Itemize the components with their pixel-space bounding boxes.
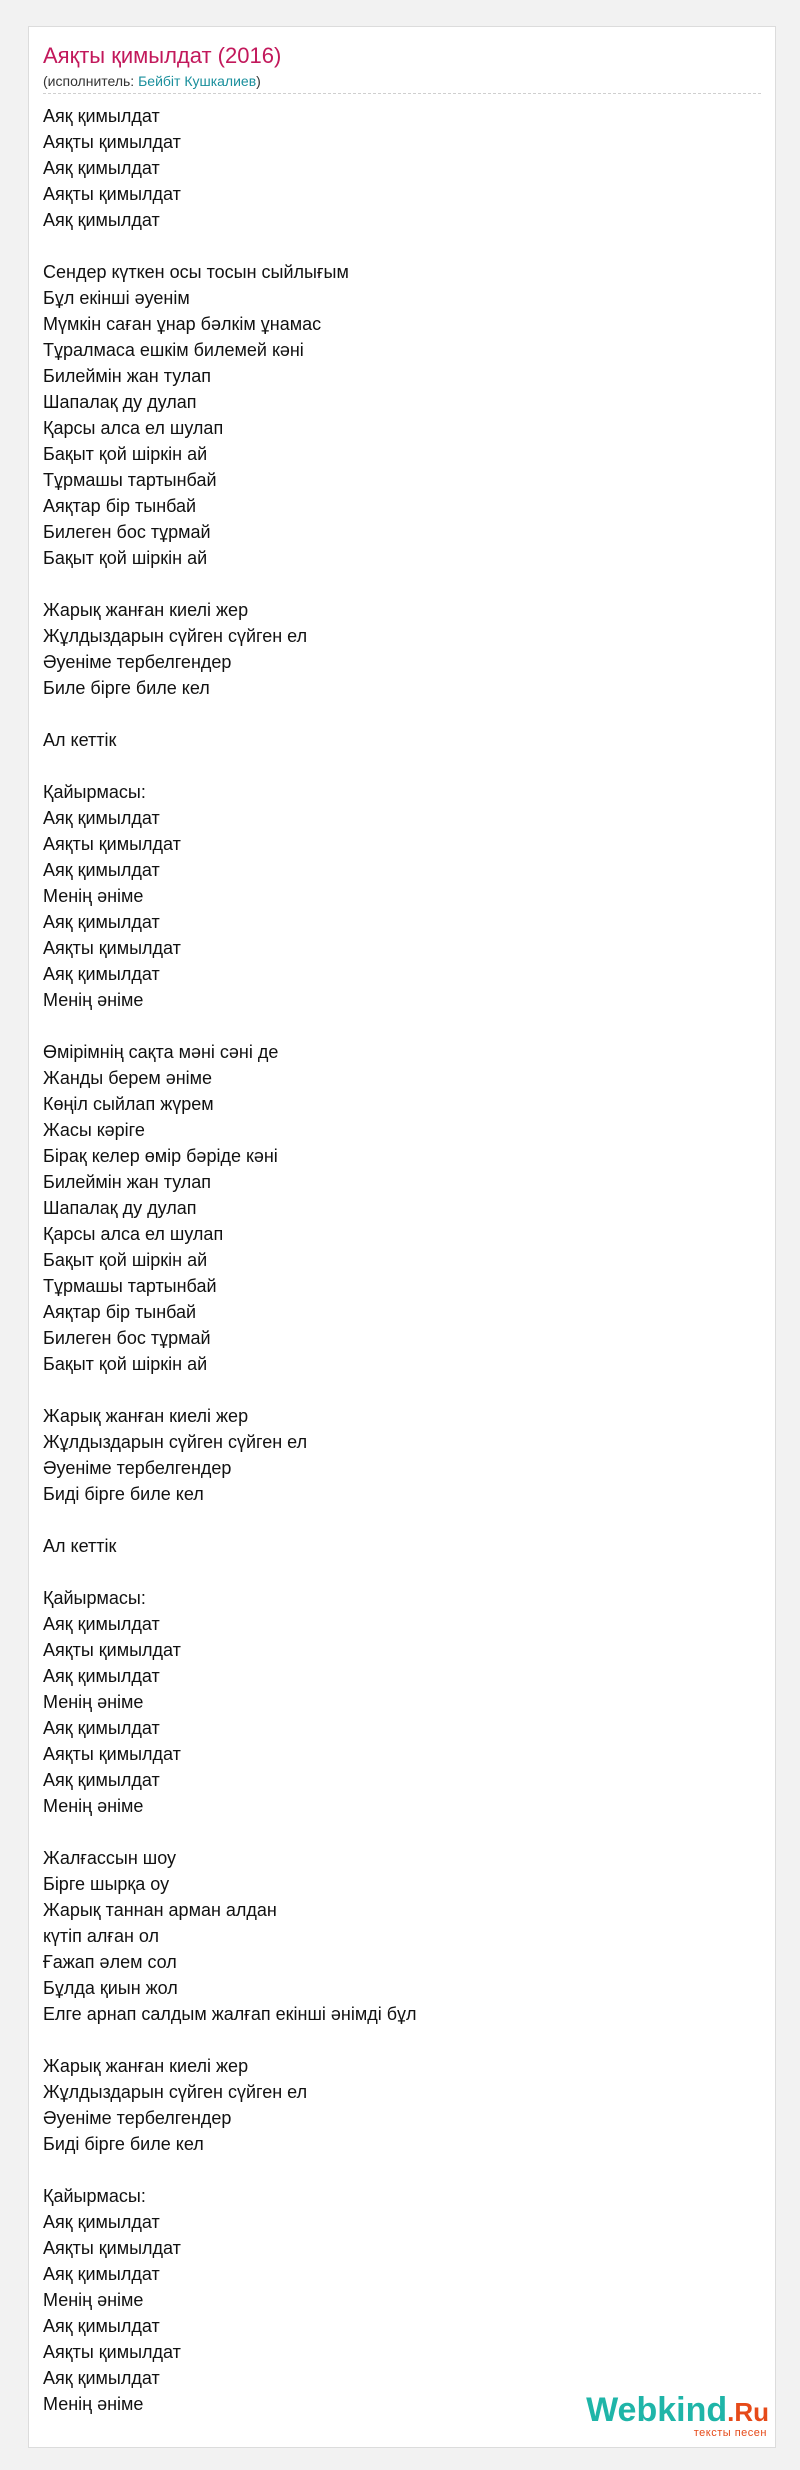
lyric-line: Әуеніме тербелгендер [43, 1458, 232, 1478]
lyric-line: Жасы кәріге [43, 1120, 145, 1140]
lyric-line: Шапалақ ду дулап [43, 392, 197, 412]
lyric-line: Билеймін жан тулап [43, 366, 212, 386]
lyric-line: Биле бірге биле кел [43, 678, 210, 698]
lyric-line: Көңіл сыйлап жүрем [43, 1094, 214, 1114]
stanza-break [43, 233, 743, 259]
lyric-line: Жарық жанған киелі жер [43, 2056, 249, 2076]
stanza-break [43, 701, 743, 727]
lyric-line: Аяқ қимылдат [43, 1770, 160, 1790]
lyric-line: Билеймін жан тулап [43, 1172, 212, 1192]
lyric-line: Тұрмашы тартынбай [43, 1276, 217, 1296]
stanza-break [43, 1377, 743, 1403]
lyric-line: Қайырмасы: [43, 782, 146, 802]
lyric-line: Ал кеттік [43, 1536, 117, 1556]
lyric-line: Биді бірге биле кел [43, 1484, 204, 1504]
lyric-line: күтіп алған ол [43, 1926, 160, 1946]
lyric-line: Аяқ қимылдат [43, 2316, 160, 2336]
lyric-line: Аяқ қимылдат [43, 1718, 160, 1738]
header-divider [43, 93, 761, 94]
lyric-line: Бірақ келер өмір бәріде кәні [43, 1146, 278, 1166]
stanza-break [43, 1819, 743, 1845]
logo-suffix-text: .Ru [727, 2397, 769, 2427]
lyric-line: Аяқты қимылдат [43, 2238, 181, 2258]
lyric-line: Жанды берем әніме [43, 1068, 213, 1088]
lyric-line: Бірге шырқа оу [43, 1874, 170, 1894]
stanza-break [43, 571, 743, 597]
lyric-line: Аяқтар бір тынбай [43, 1302, 197, 1322]
lyric-line: Аяқ қимылдат [43, 1614, 160, 1634]
lyric-line: Мүмкін саған ұнар бәлкім ұнамас [43, 314, 322, 334]
stanza-break [43, 1559, 743, 1585]
stanza-break [43, 1507, 743, 1533]
artist-prefix: (исполнитель: [43, 73, 139, 89]
logo-main-text: Webkind [586, 2391, 728, 2429]
lyric-line: Аяқ қимылдат [43, 106, 160, 126]
lyric-line: Әуеніме тербелгендер [43, 652, 232, 672]
lyric-line: Аяқты қимылдат [43, 1744, 181, 1764]
lyric-line: Тұралмаса ешкім билемей кәні [43, 340, 304, 360]
artist-suffix: ) [256, 73, 261, 89]
lyric-line: Жарық жанған киелі жер [43, 1406, 249, 1426]
lyric-line: Менің әніме [43, 1692, 144, 1712]
lyric-line: Менің әніме [43, 886, 144, 906]
lyric-line: Қарсы алса ел шулап [43, 1224, 224, 1244]
lyric-line: Қайырмасы: [43, 2186, 146, 2206]
lyric-line: Қарсы алса ел шулап [43, 418, 224, 438]
lyric-line: Менің әніме [43, 2290, 144, 2310]
lyric-line: Шапалақ ду дулап [43, 1198, 197, 1218]
lyrics-text [43, 103, 743, 2417]
lyric-line: Аяқ қимылдат [43, 2368, 160, 2388]
lyric-line: Елге арнап салдым жалғап екінші әнімді бұл [43, 2004, 417, 2024]
lyric-line: Жалғассын шоу [43, 1848, 177, 1868]
lyric-line: Бақыт қой шіркін ай [43, 1354, 208, 1374]
lyric-line: Әуеніме тербелгендер [43, 2108, 232, 2128]
lyric-line: Менің әніме [43, 2394, 144, 2414]
lyric-line: Бақыт қой шіркін ай [43, 548, 208, 568]
lyric-line: Жарық жанған киелі жер [43, 600, 249, 620]
lyric-line: Тұрмашы тартынбай [43, 470, 217, 490]
lyric-line: Өмірімнің сақта мәні сәні де [43, 1042, 279, 1062]
lyric-line: Жұлдыздарын сүйген сүйген ел [43, 1432, 308, 1452]
lyric-line: Аяқты қимылдат [43, 184, 181, 204]
lyric-line: Аяқты қимылдат [43, 834, 181, 854]
lyric-line: Жарық таннан арман алдан [43, 1900, 277, 1920]
lyric-line: Аяқ қимылдат [43, 860, 160, 880]
lyric-line: Бақыт қой шіркін ай [43, 1250, 208, 1270]
stanza-break [43, 2157, 743, 2183]
lyric-line: Аяқты қимылдат [43, 2342, 181, 2362]
lyrics-page [28, 26, 776, 2448]
lyric-line: Аяқты қимылдат [43, 132, 181, 152]
lyric-line: Аяқ қимылдат [43, 964, 160, 984]
stanza-break [43, 753, 743, 779]
artist-link[interactable]: Бейбіт Кушкалиев [138, 73, 257, 89]
lyric-line: Аяқты қимылдат [43, 1640, 181, 1660]
lyric-line: Жұлдыздарын сүйген сүйген ел [43, 626, 308, 646]
song-title: Аяқты қимылдат (2016) [43, 43, 282, 68]
lyric-line: Аяқ қимылдат [43, 912, 160, 932]
lyric-line: Аяқ қимылдат [43, 210, 160, 230]
lyric-line: Сендер күткен осы тосын сыйлығым [43, 262, 349, 282]
lyric-line: Ал кеттік [43, 730, 117, 750]
lyric-line: Менің әніме [43, 1796, 144, 1816]
lyric-line: Аяқ қимылдат [43, 808, 160, 828]
lyric-line: Менің әніме [43, 990, 144, 1010]
lyric-line: Аяқтар бір тынбай [43, 496, 197, 516]
lyric-line: Бұл екінші әуенім [43, 288, 190, 308]
lyric-line: Бақыт қой шіркін ай [43, 444, 208, 464]
lyric-line: Аяқты қимылдат [43, 938, 181, 958]
stanza-break [43, 1013, 743, 1039]
webkind-logo[interactable] [586, 2393, 769, 2439]
logo-tagline: тексты песен [693, 2427, 767, 2439]
stanza-break [43, 2027, 743, 2053]
lyric-line: Қайырмасы: [43, 1588, 146, 1608]
lyric-line: Аяқ қимылдат [43, 2212, 160, 2232]
lyric-line: Аяқ қимылдат [43, 1666, 160, 1686]
lyric-line: Биді бірге биле кел [43, 2134, 204, 2154]
lyric-line: Аяқ қимылдат [43, 2264, 160, 2284]
lyric-line: Жұлдыздарын сүйген сүйген ел [43, 2082, 308, 2102]
lyric-line: Билеген бос тұрмай [43, 522, 211, 542]
lyric-line: Ғажап әлем сол [43, 1952, 177, 1972]
artist-line [43, 73, 261, 89]
lyric-line: Билеген бос тұрмай [43, 1328, 211, 1348]
lyric-line: Аяқ қимылдат [43, 158, 160, 178]
lyric-line: Бұлда қиын жол [43, 1978, 178, 1998]
